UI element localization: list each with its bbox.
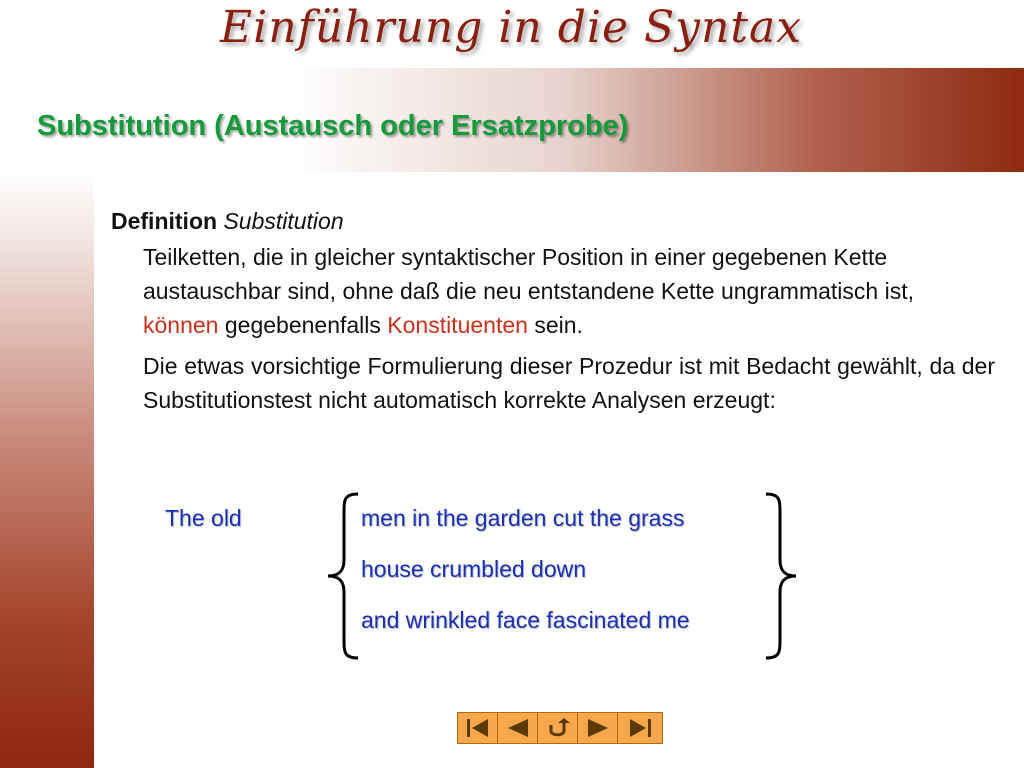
previous-page-icon <box>504 717 532 739</box>
paragraph-text: Teilketten, die in gleicher syntaktischer Position in einer gegebenen Kette austauschbar sind, ohne daß die neu entstandene Kette ungrammatisch ist, <box>143 244 914 304</box>
example-option: men in the garden cut the grass <box>361 505 685 531</box>
paragraph-text: gegebenenfalls <box>218 312 388 338</box>
last-page-button[interactable] <box>618 713 662 743</box>
explanation-paragraph: Die etwas vorsichtige Formulierung dieser Prozedur ist mit Bedacht gewählt, da der Substitutionstest nicht automatisch korrekte Analysen erzeugt: <box>143 353 995 413</box>
definition-label: Definition <box>111 208 218 234</box>
slide-navigation <box>457 712 663 744</box>
definition-paragraph <box>143 240 995 342</box>
definition-term: Substitution <box>223 208 344 234</box>
return-icon <box>544 717 572 739</box>
first-page-button[interactable] <box>458 713 498 743</box>
example-option: and wrinkled face fascinated me <box>361 607 690 633</box>
slide-title: Substitution (Austausch oder Ersatzprobe) <box>37 110 629 142</box>
left-brace <box>322 490 362 662</box>
next-page-button[interactable] <box>578 713 618 743</box>
previous-page-button[interactable] <box>498 713 538 743</box>
first-page-icon <box>464 717 492 739</box>
highlight-konstituenten: Konstituenten <box>387 312 528 338</box>
example-prefix: The old <box>165 505 242 531</box>
highlight-koennen: können <box>143 312 219 338</box>
return-button[interactable] <box>538 713 578 743</box>
example-option: house crumbled down <box>361 556 587 582</box>
banner-title: Einführung in die Syntax <box>220 2 803 53</box>
paragraph-text: sein. <box>527 312 583 338</box>
left-decorative-stripe <box>0 172 94 768</box>
next-page-icon <box>584 717 612 739</box>
right-brace <box>762 490 802 662</box>
definition-heading <box>111 208 344 235</box>
last-page-icon <box>626 717 654 739</box>
